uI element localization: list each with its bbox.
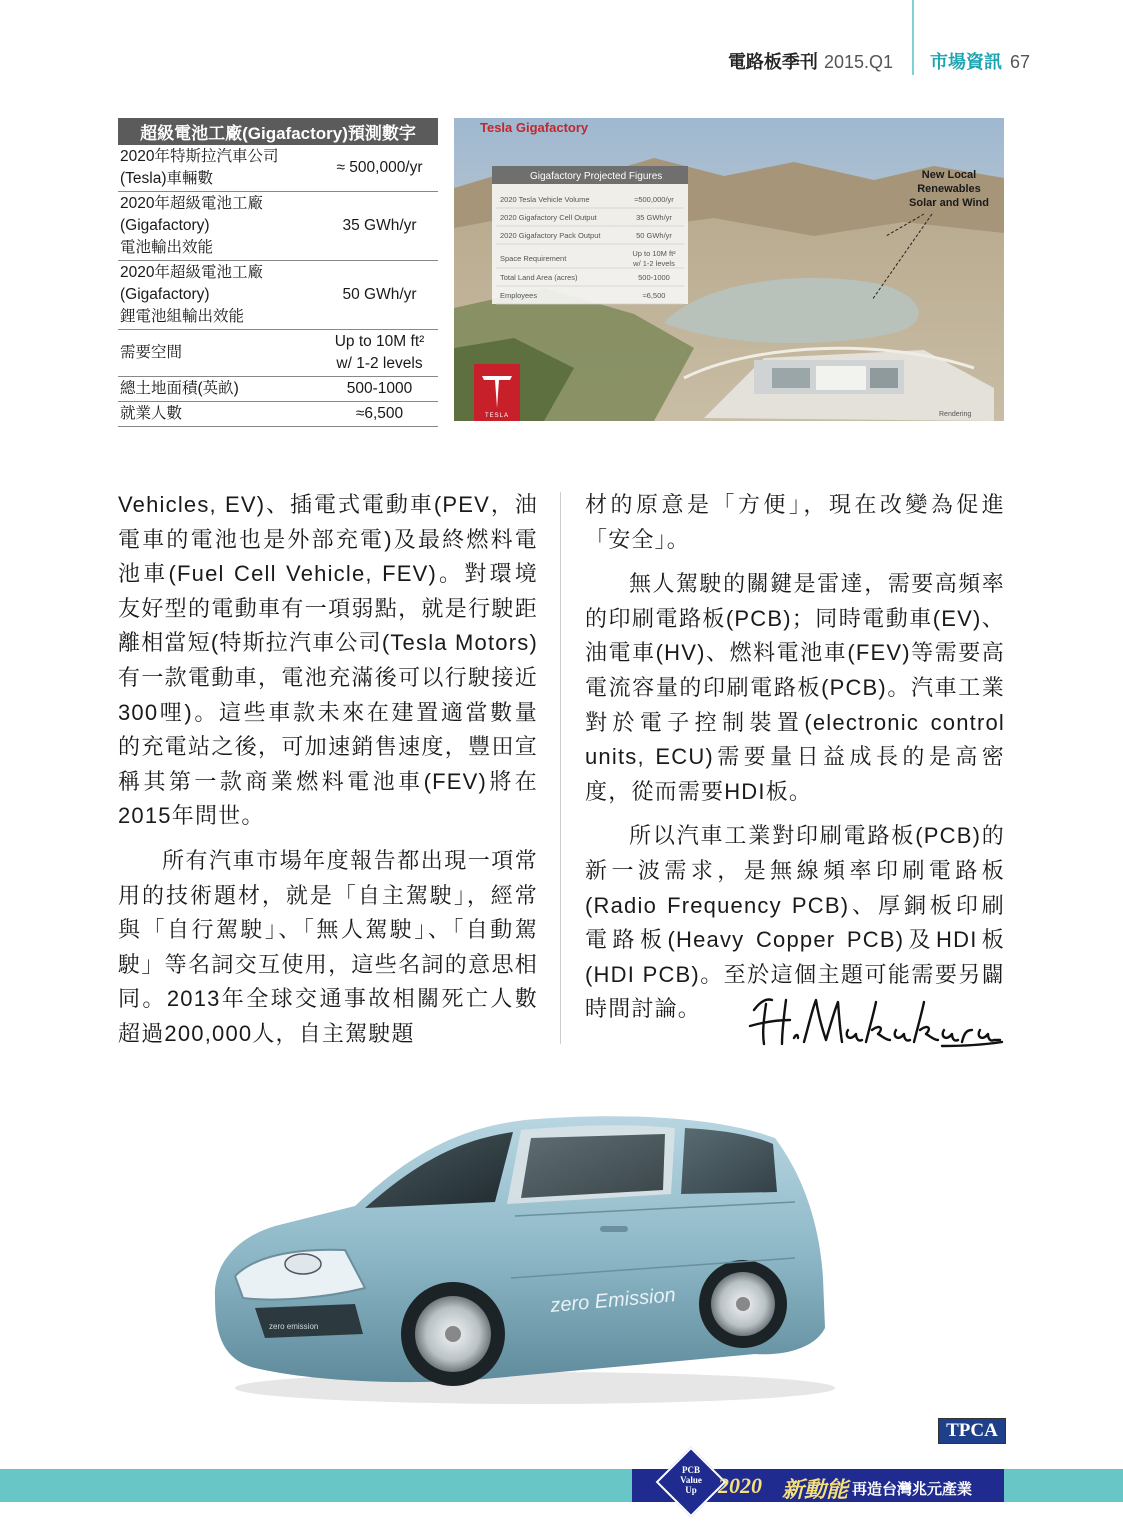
- table-label-line: 2020年超級電池工廠: [120, 264, 263, 281]
- inset-row-value: 35 GWh/yr: [636, 213, 672, 222]
- badge-line-1: PCB: [682, 1465, 700, 1475]
- badge-text: [664, 1465, 718, 1495]
- table-value-line: w/ 1-2 levels: [336, 355, 423, 372]
- table-label-cell: [118, 145, 321, 192]
- table-label-line: (Gigafactory): [120, 286, 210, 303]
- tesla-logo-text: TESLA: [484, 413, 510, 419]
- table-row: [118, 377, 438, 402]
- table-row: [118, 192, 438, 261]
- table-label-line: 總土地面積(英畝): [120, 380, 239, 397]
- table-label-cell: [118, 261, 321, 330]
- table-value-line: 35 GWh/yr: [342, 217, 417, 234]
- inset-row-value-2: w/ 1-2 levels: [633, 259, 675, 268]
- table-value-line: 50 GWh/yr: [342, 286, 417, 303]
- table-value-cell: [321, 402, 438, 427]
- inset-row-label: 2020 Gigafactory Cell Output: [500, 213, 597, 222]
- table-body: [118, 145, 438, 427]
- photo-credit: Rendering: [939, 411, 972, 418]
- photo-title: Tesla Gigafactory: [480, 120, 589, 135]
- table-row: [118, 261, 438, 330]
- table-value-cell: [321, 377, 438, 402]
- left-column: [118, 488, 538, 1052]
- table-row: [118, 145, 438, 192]
- table-label-line: 需要空間: [120, 344, 183, 361]
- magazine-title: 電路板季刊: [727, 52, 818, 72]
- inset-row-label: Employees: [500, 291, 538, 300]
- table-label-line: 2020年特斯拉汽車公司: [120, 148, 279, 165]
- issue-label: 2015.Q1: [823, 52, 893, 72]
- table-value-line: ≈ 500,000/yr: [336, 159, 423, 176]
- inset-row-label: 2020 Tesla Vehicle Volume: [500, 195, 590, 204]
- footer-new-energy: 新動能: [782, 1477, 849, 1502]
- body-paragraph: 材的原意是「方便」，現在改變為促進「安全」。: [585, 492, 1005, 552]
- right-column: [585, 488, 1005, 1027]
- table-value-cell: [321, 330, 438, 377]
- body-paragraph: 所有汽車市場年度報告都出現一項常用的技術題材，就是「自主駕駛」，經常與「自行駕駛」、「無人駕駛」、「自動駕駛」等名詞交互使用，這些名詞的意思相同。2013年全球交通事故相關死亡人數超過200,000人，自主駕駛題: [118, 847, 538, 1046]
- table-label-line: 就業人數: [120, 405, 183, 422]
- author-signature: [742, 990, 1004, 1052]
- inset-row-value: ≈6,500: [642, 291, 666, 300]
- annotation-line-2: Renewables: [917, 183, 981, 195]
- footer-slogan: 再造台灣兆元產業: [852, 1481, 973, 1498]
- table-label-line: (Tesla)車輛數: [120, 170, 214, 187]
- section-title: 市場資訊: [930, 52, 1002, 72]
- table-value-cell: [321, 261, 438, 330]
- table-label-cell: [118, 330, 321, 377]
- table-value-cell: [321, 192, 438, 261]
- column-divider: [560, 492, 561, 1044]
- inset-row-label: Space Requirement: [500, 254, 567, 263]
- table-label-cell: [118, 377, 321, 402]
- projected-figures-inset: [492, 166, 688, 304]
- body-paragraph: Vehicles, EV)、插電式電動車(PEV，油電車的電池也是外部充電)及最終燃料電池車(Fuel Cell Vehicle, FEV)。對環境友好型的電動車有一項弱點，就是行駛距離相當短(特斯拉汽車公司(Tesla Motors)有一款電動車，電池充滿後可以行駛接近300哩)。這些車款未來在建置適當數量的充電站之後，可加速銷售速度，豐田宣稱其第一款商業燃料電池車(FEV)將在2015年問世。: [118, 492, 538, 829]
- table-value-line: 500-1000: [346, 380, 413, 397]
- table-value-line: Up to 10M ft²: [334, 333, 425, 350]
- tpca-logo: TPCA: [938, 1418, 1006, 1444]
- table-value-cell: [321, 145, 438, 192]
- header-divider: [912, 0, 914, 75]
- inset-row-label: Total Land Area (acres): [500, 273, 578, 282]
- inset-row-label: 2020 Gigafactory Pack Output: [500, 231, 601, 240]
- table-row: [118, 402, 438, 427]
- body-paragraph: 所以汽車工業對印刷電路板(PCB)的新一波需求，是無線頻率印刷電路板(Radio Frequency PCB)、厚銅板印刷電路板(Heavy Copper PCB)及HDI板(HDI PCB)。至於這個主題可能需要另闢時間討論。: [585, 823, 1005, 1022]
- inset-row-value: Up to 10M ft²: [632, 249, 676, 258]
- tesla-logo: [474, 364, 520, 421]
- inset-row-value: ≈500,000/yr: [634, 195, 674, 204]
- table-row: [118, 330, 438, 377]
- annotation-line-3: Solar and Wind: [909, 197, 989, 209]
- inset-row-value: 50 GWh/yr: [636, 231, 672, 240]
- body-paragraph: 無人駕駛的關鍵是雷達，需要高頻率的印刷電路板(PCB)；同時電動車(EV)、油電車(HV)、燃料電池車(FEV)等需要高電流容量的印刷電路板(PCB)。汽車工業對於電子控制裝置(electronic control units, ECU)需要量日益成長的是高密度，從而需要HDI板。: [585, 571, 1005, 804]
- page-number: 67: [1010, 52, 1031, 72]
- gigafactory-rendering: [454, 118, 1004, 421]
- table-label-line: 鋰電池組輸出效能: [120, 308, 245, 325]
- annotation-line-1: New Local: [921, 169, 977, 181]
- table-label-line: (Gigafactory): [120, 217, 210, 234]
- badge-line-3: Up: [685, 1485, 697, 1495]
- magazine-header: [728, 48, 893, 74]
- table-title: 超級電池工廠(Gigafactory)預測數字: [118, 118, 438, 145]
- table-label-cell: [118, 402, 321, 427]
- gigafactory-table: [118, 118, 438, 427]
- table-label-line: 2020年超級電池工廠: [120, 195, 263, 212]
- table-value-line: ≈6,500: [355, 405, 404, 422]
- inset-row-value: 500-1000: [638, 273, 670, 282]
- table-label-line: 電池輸出效能: [120, 239, 214, 256]
- zero-emission-logo: zero Emission: [549, 1284, 677, 1317]
- footer-year: 2020: [718, 1473, 762, 1498]
- gigafactory-photo: [454, 118, 1004, 421]
- inset-title: Gigafactory Projected Figures: [530, 171, 663, 182]
- badge-line-2: Value: [680, 1475, 702, 1485]
- nissan-leaf-car: [195, 1098, 845, 1406]
- section-header: [930, 48, 1030, 74]
- front-plate-text: zero emission: [269, 1322, 319, 1331]
- table-label-cell: [118, 192, 321, 261]
